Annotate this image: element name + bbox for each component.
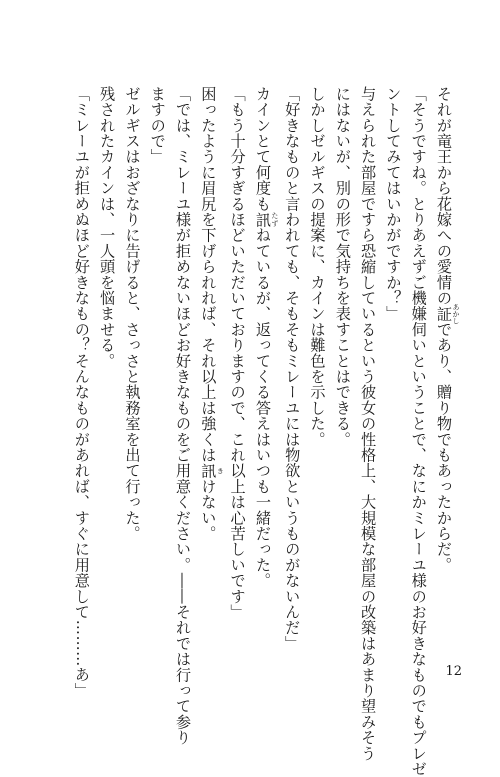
page-number: 12 [445, 664, 462, 679]
ruby-annotation: 証 あかし [435, 303, 460, 325]
ruby-annotation: 訊 き [199, 462, 225, 479]
text-line: ますので」 [148, 86, 167, 165]
text-line: しかしゼルギスの提案に、カインは難色を示した。 [308, 86, 327, 448]
text-line: ントしてみてはいかがですか？」 [384, 86, 403, 322]
text-line: 「では、ミレーユ様が拒めないほどお好きなものをご用意ください。――それでは行って参り [174, 86, 193, 746]
text-line: 「そうですね。とりあえずご機嫌伺いということで、なにかミレーユ様のお好きなものでもプレゼ [409, 86, 428, 777]
text-line: 「ミレーユが拒めぬほど好きなもの？そんなものがあれば、すぐに用意して………あ」 [72, 86, 91, 699]
text-line: にはないが、別の形で気持ちを表すことはできる。 [333, 86, 352, 448]
text-line: 残されたカインは、一人頭を悩ませる。 [98, 86, 117, 369]
text-line: 「もう十分すぎるほどいただいておりますので、これ以上は心苦しいです」 [228, 86, 247, 620]
text-line: ゼルギスはおざなりに告げると、さっさと執務室を出て行った。 [123, 86, 142, 542]
text-line: それが竜王から花嫁への愛情の証 あかしであり、贈り物でもあったからだ。 [435, 86, 460, 573]
ruby-annotation: 訊 たず [253, 211, 279, 228]
text-line: 「好きなものと言われても、そもそもミレーユには物欲というものがないんだ」 [283, 86, 302, 652]
text-line: カインとて何度も訊 たずねているが、返ってくる答えはいつも一緒だった。 [253, 86, 279, 589]
text-line: 困ったように眉尻を下げられれば、それ以上は強くは訊 きけない。 [199, 86, 225, 542]
text-line: 与えられた部屋ですら恐縮しているという彼女の性格上、大規模な部屋の改築はあまり望みそう [359, 86, 378, 762]
